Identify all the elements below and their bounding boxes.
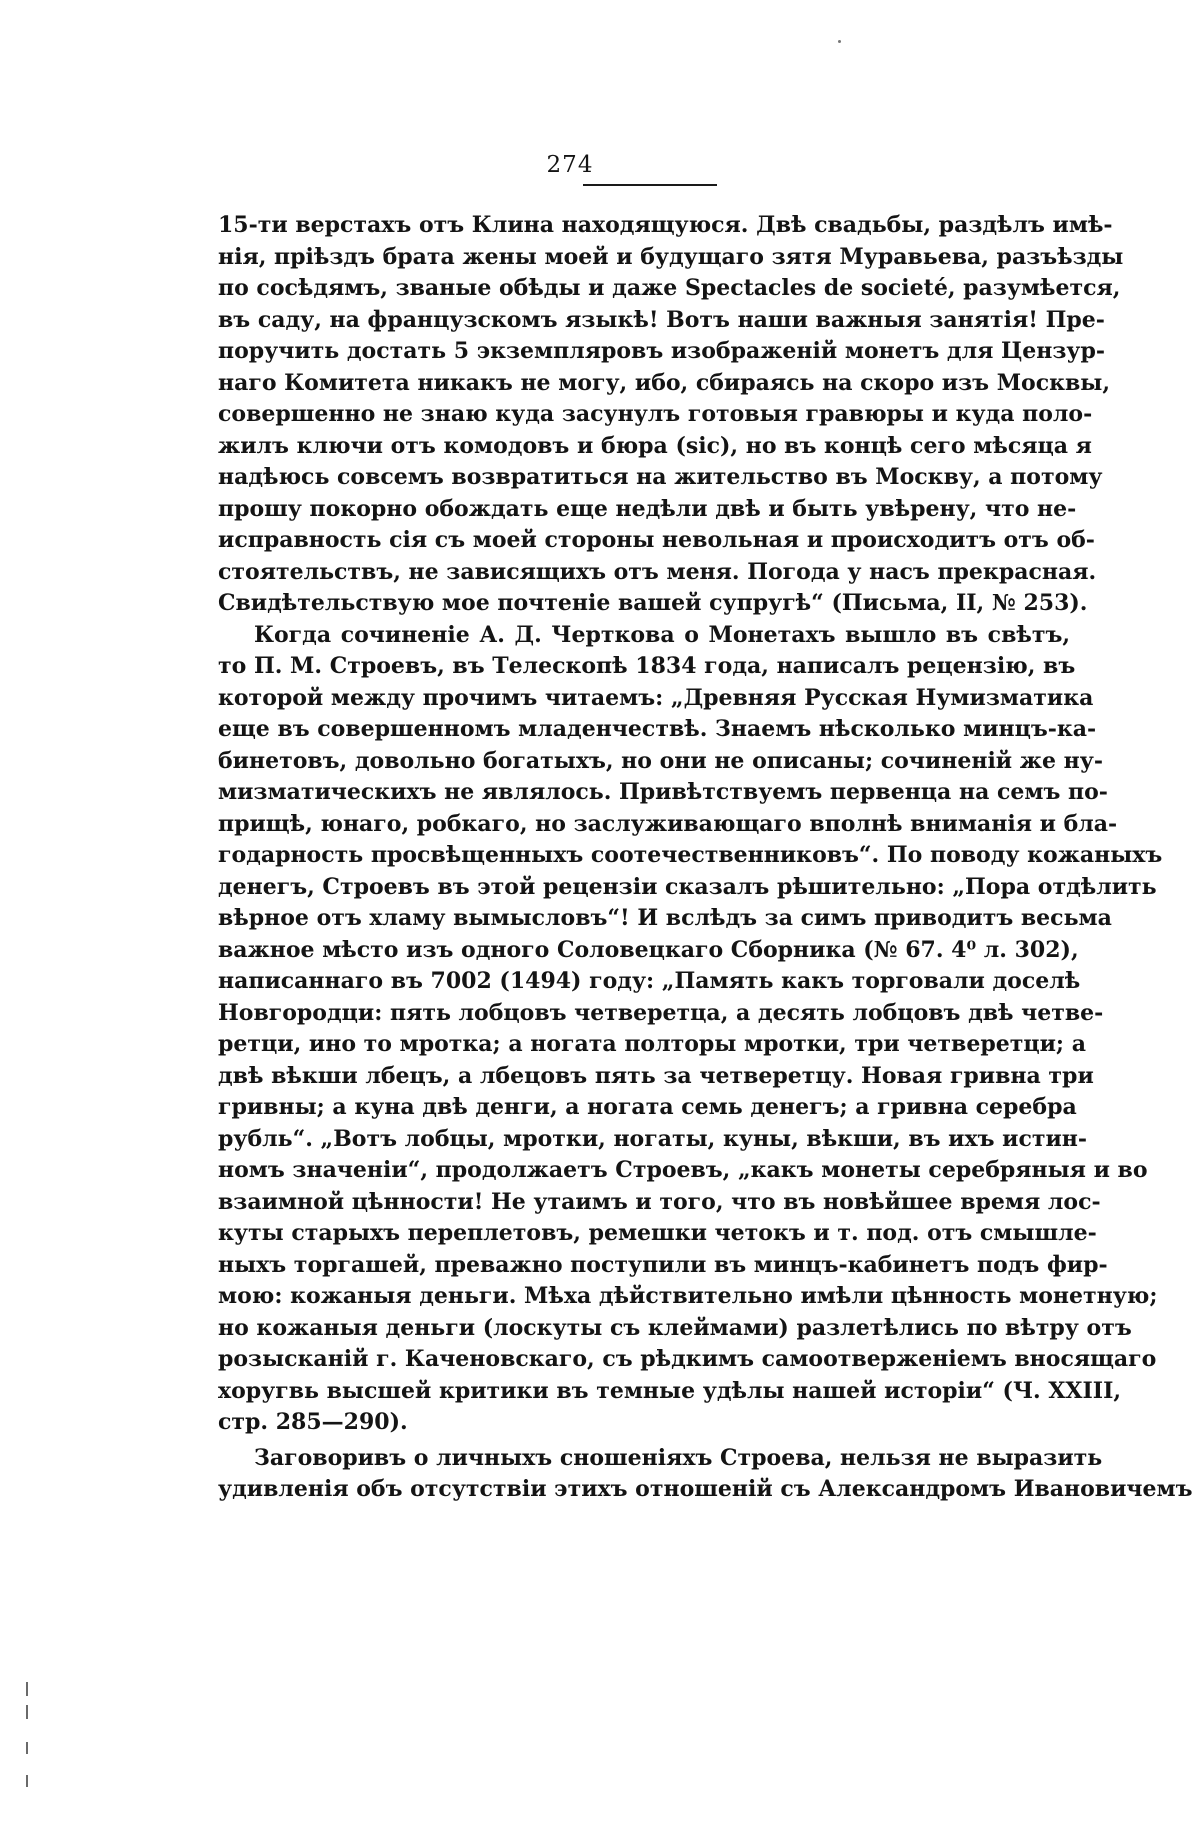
text-line: вѣрное отъ хламу вымысловъ“! И вслѣдъ за симъ приводитъ весьма bbox=[218, 905, 1112, 931]
text-line: Новгородци: пять лобцовъ четверетца, а десять лобцовъ двѣ четве- bbox=[218, 999, 1104, 1026]
text-line: розысканій г. Каченовскаго, съ рѣдкимъ самоотверженіемъ вносящаго bbox=[218, 1346, 1157, 1372]
text-line: Заговоривъ о личныхъ сношеніяхъ Строева, нельзя не выразить bbox=[254, 1444, 1103, 1471]
text-line: стр. 285—290). bbox=[218, 1409, 408, 1435]
text-line: надѣюсь совсемъ возвратиться на жительство въ Москву, а потому bbox=[218, 464, 1103, 490]
text-line: двѣ вѣкши лбецъ, а лбецовъ пять за четверетцу. Новая гривна три bbox=[218, 1062, 1094, 1089]
text-line: совершенно не знаю куда засунулъ готовыя гравюры и куда поло- bbox=[218, 401, 1093, 427]
text-line: наго Комитета никакъ не могу, ибо, сбираясь на скоро изъ Москвы, bbox=[218, 369, 1111, 396]
text-line: бинетовъ, довольно богатыхъ, но они не описаны; сочиненій же ну- bbox=[218, 747, 1103, 774]
page-number-rule bbox=[583, 184, 717, 186]
text-line: жилъ ключи отъ комодовъ и бюра (sic), но въ концѣ сего мѣсяца я bbox=[218, 432, 1092, 459]
text-line: номъ значеніи“, продолжаетъ Строевъ, „какъ монеты серебряныя и во bbox=[218, 1157, 1148, 1183]
text-line: написаннаго въ 7002 (1494) году: „Память какъ торговали доселѣ bbox=[218, 968, 1081, 994]
margin-mark bbox=[26, 1705, 28, 1719]
text-line: еще въ совершенномъ младенчествѣ. Знаемъ нѣсколько минцъ-ка- bbox=[218, 716, 1097, 742]
text-line: ныхъ торгашей, преважно поступили въ минцъ-кабинетъ подъ фир- bbox=[218, 1251, 1108, 1278]
text-line: прищѣ, юнаго, робкаго, но заслуживающаго вполнѣ вниманія и бла- bbox=[218, 810, 1118, 837]
text-line: денегъ, Строевъ въ этой рецензіи сказалъ рѣшительно: „Пора отдѣлить bbox=[218, 873, 1157, 900]
text-line: которой между прочимъ читаемъ: „Древняя Русская Нумизматика bbox=[218, 684, 1094, 711]
text-line: нія, пріѣздъ брата жены моей и будущаго зятя Муравьева, разъѣзды bbox=[218, 243, 1124, 270]
text-line: важное мѣсто изъ одного Соловецкаго Сборника (№ 67. 4⁰ л. 302), bbox=[218, 936, 1079, 963]
text-line: Когда сочиненіе А. Д. Черткова о Монетахъ вышло въ свѣтъ, bbox=[254, 621, 1070, 648]
body-text bbox=[218, 210, 1193, 1506]
margin-mark bbox=[26, 1742, 28, 1754]
page-number: 274 bbox=[546, 152, 594, 178]
text-line: но кожаныя деньги (лоскуты съ клеймами) разлетѣлись по вѣтру отъ bbox=[218, 1314, 1132, 1341]
text-line: гривны; а куна двѣ денги, а ногата семь денегъ; а гривна серебра bbox=[218, 1094, 1077, 1120]
text-line: удивленія объ отсутствіи этихъ отношеній съ Александромъ Ивановичемъ bbox=[218, 1476, 1193, 1502]
text-line: куты старыхъ переплетовъ, ремешки четокъ и т. под. отъ смышле- bbox=[218, 1220, 1097, 1246]
text-line: 15-ти верстахъ отъ Клина находящуюся. Двѣ свадьбы, раздѣлъ имѣ- bbox=[218, 212, 1113, 238]
text-line: стоятельствъ, не зависящихъ отъ меня. Погода у насъ прекрасная. bbox=[218, 558, 1097, 585]
text-line: мою: кожаныя деньги. Мѣха дѣйствительно имѣли цѣнность монетную; bbox=[218, 1283, 1158, 1309]
scan-speck bbox=[838, 40, 841, 43]
text-line: исправность сія съ моей стороны невольная и происходитъ отъ об- bbox=[218, 527, 1095, 553]
text-line: годарность просвѣщенныхъ соотечественниковъ“. По поводу кожаныхъ bbox=[218, 842, 1163, 868]
text-line: то П. М. Строевъ, въ Телескопѣ 1834 года, написалъ рецензію, въ bbox=[218, 653, 1076, 679]
text-line: Свидѣтельствую мое почтеніе вашей супругѣ“ (Письма, II, № 253). bbox=[218, 590, 1088, 616]
text-line: рубль“. „Вотъ лобцы, мротки, ногаты, куны, вѣкши, въ ихъ истин- bbox=[218, 1125, 1088, 1152]
text-line: въ саду, на французскомъ языкѣ! Вотъ наши важныя занятія! Пре- bbox=[218, 306, 1105, 333]
text-line: взаимной цѣнности! Не утаимъ и того, что въ новѣйшее время лос- bbox=[218, 1188, 1101, 1215]
text-line: прошу покорно обождать еще недѣли двѣ и быть увѣрену, что не- bbox=[218, 495, 1077, 522]
text-line: поручить достать 5 экземпляровъ изображеній монетъ для Цензур- bbox=[218, 338, 1105, 364]
text-line: ретци, ино то мротка; а ногата полторы мротки, три четверетци; а bbox=[218, 1031, 1086, 1057]
text-line: мизматическихъ не являлось. Привѣтствуемъ первенца на семъ по- bbox=[218, 779, 1108, 805]
text-line: по сосѣдямъ, званые обѣды и даже Spectacles de societé, разумѣется, bbox=[218, 275, 1121, 301]
margin-mark bbox=[26, 1775, 28, 1787]
text-line: хоругвь высшей критики въ темные удѣлы нашей исторіи“ (Ч. XXIII, bbox=[218, 1377, 1122, 1404]
margin-mark bbox=[26, 1682, 28, 1696]
